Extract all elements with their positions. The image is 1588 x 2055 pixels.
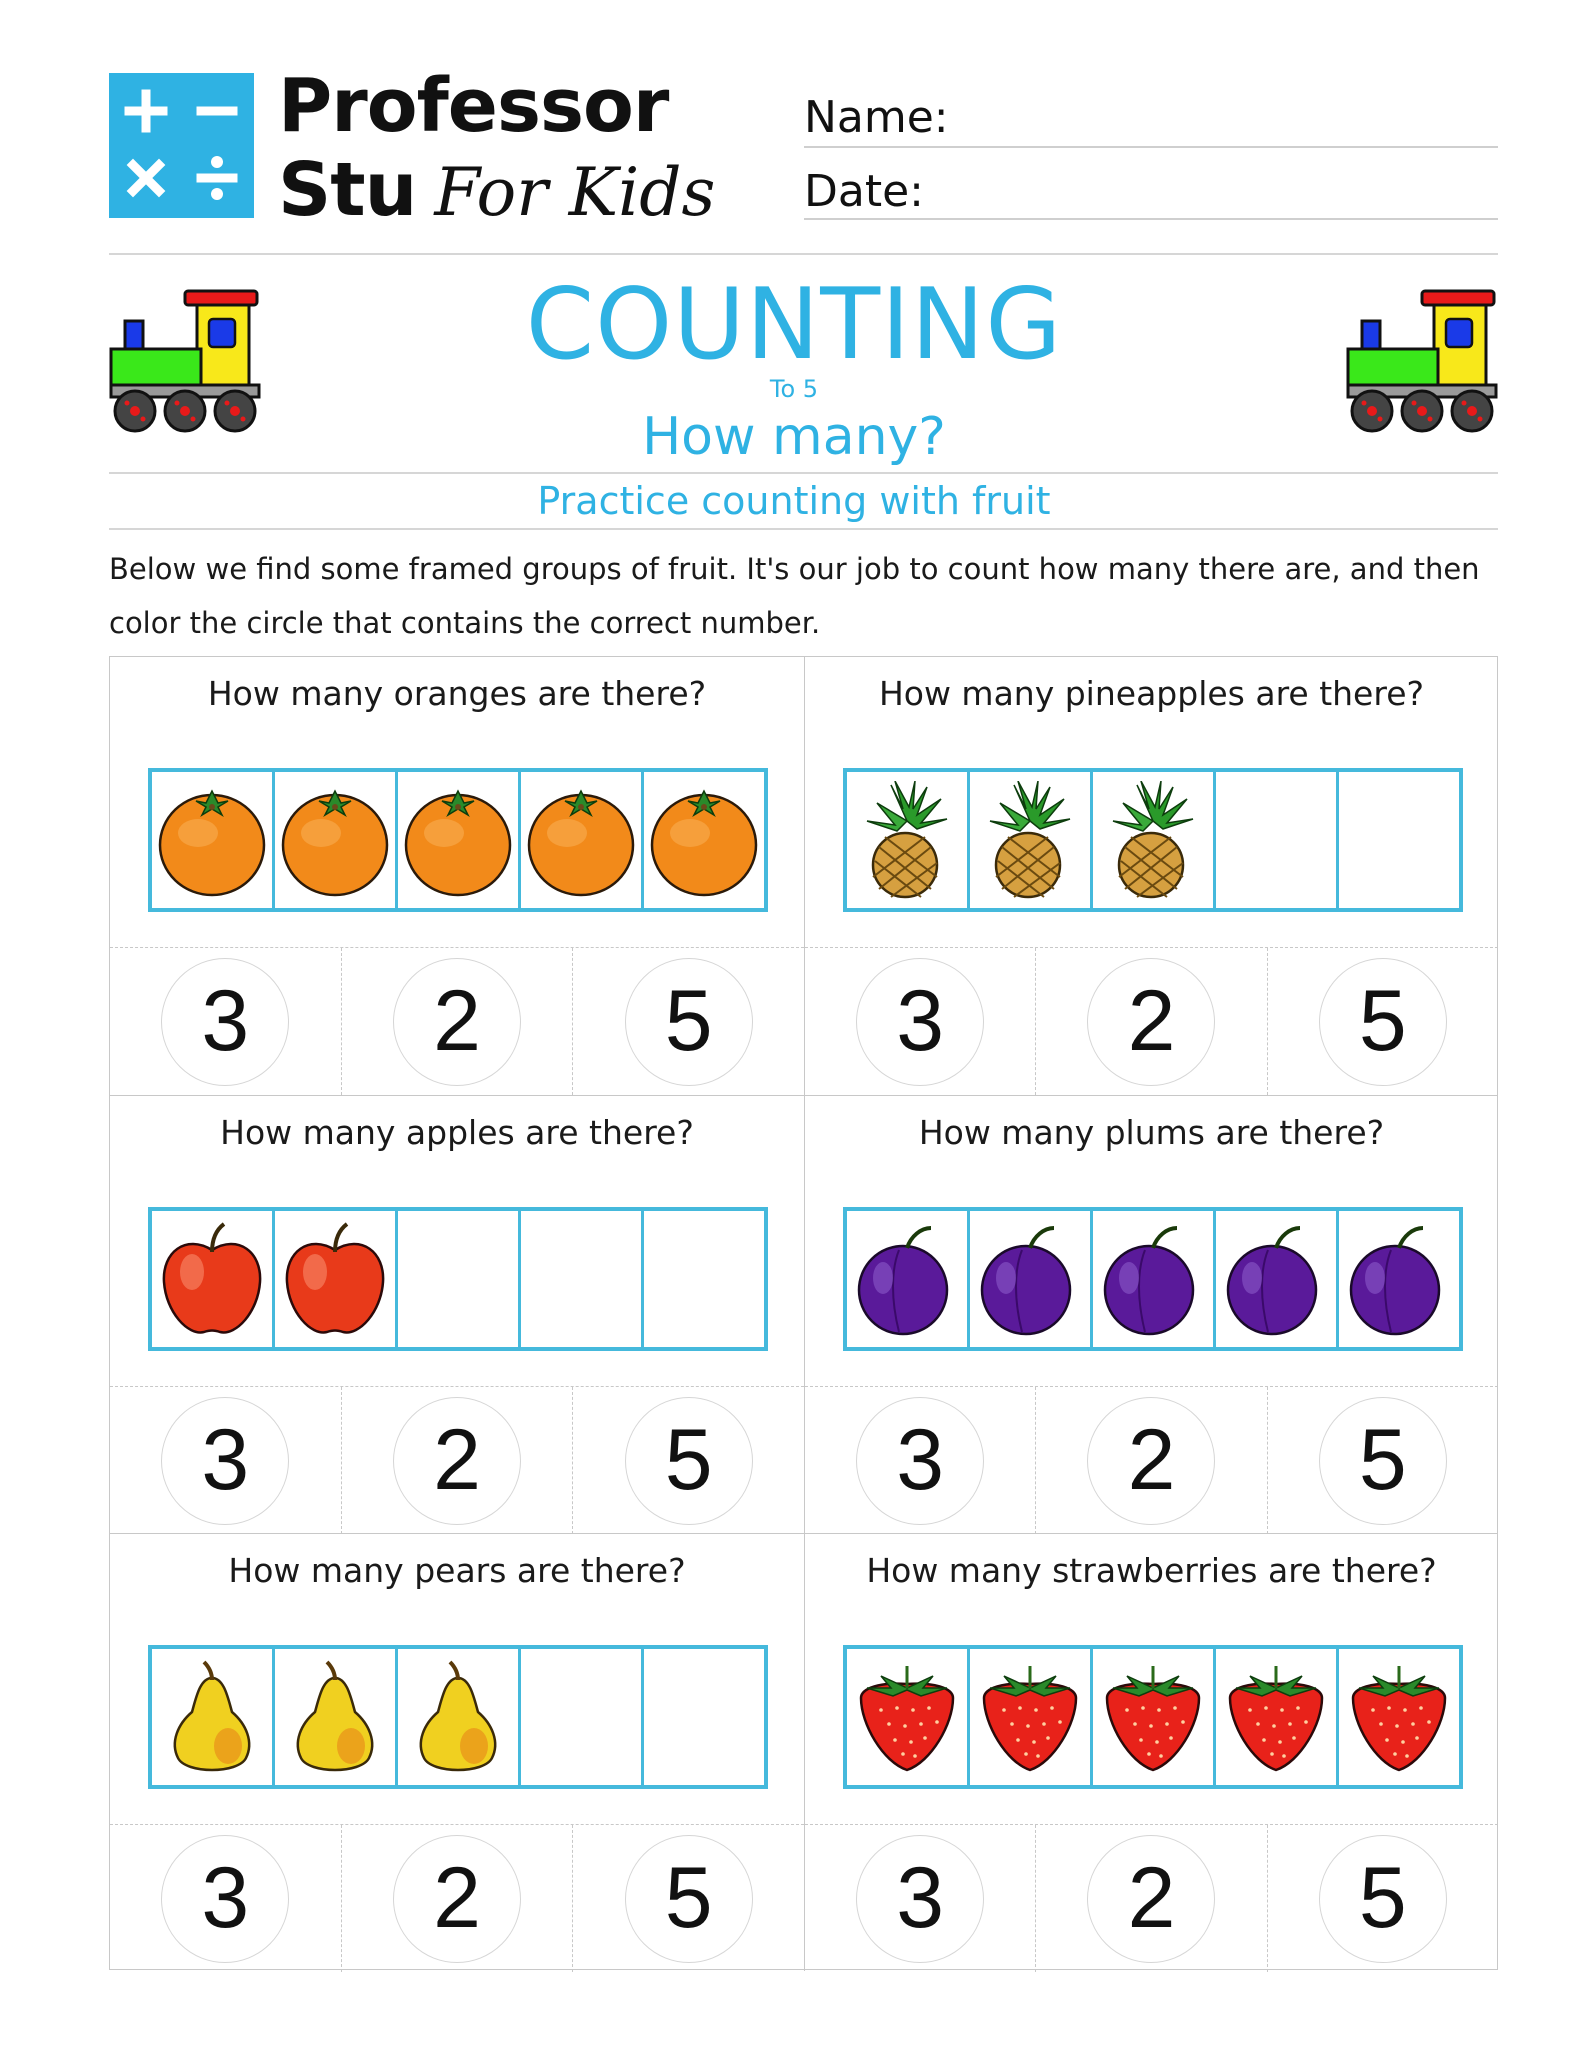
answer-circle[interactable]: 2 [393, 1835, 521, 1963]
frame-slot [398, 1649, 521, 1785]
frame-slot [152, 1649, 275, 1785]
ten-frame [148, 1645, 768, 1789]
frame-slot [521, 1211, 644, 1347]
name-label: Name: [804, 92, 949, 143]
frame-slot [275, 1649, 398, 1785]
answer-circle[interactable]: 5 [1319, 1835, 1447, 1963]
pineapple-icon [974, 781, 1086, 899]
frame-slot [970, 1649, 1093, 1785]
answer-circle[interactable]: 5 [625, 1397, 753, 1525]
answer-options [805, 1386, 1498, 1534]
strawberry-icon [1220, 1658, 1332, 1776]
frame-slot [521, 772, 644, 908]
answer-cell [1036, 1825, 1267, 1972]
apple-icon [156, 1220, 268, 1338]
answer-circle[interactable]: 3 [856, 1835, 984, 1963]
exercise-orange [110, 657, 804, 1095]
brand-line-2 [278, 148, 715, 235]
exercise-apple [110, 1095, 804, 1533]
plum-icon [1220, 1220, 1332, 1338]
answer-circle[interactable]: 2 [393, 958, 521, 1086]
orange-icon [525, 781, 637, 899]
page-title: COUNTING [525, 268, 1063, 382]
answer-cell [805, 1825, 1036, 1972]
answer-circle[interactable]: 5 [625, 958, 753, 1086]
orange-icon [402, 781, 514, 899]
plum-icon [974, 1220, 1086, 1338]
pineapple-icon [1097, 781, 1209, 899]
exercise-pear [110, 1533, 804, 1971]
header-divider [109, 253, 1498, 255]
frame-slot [1216, 1211, 1339, 1347]
frame-slot [521, 1649, 644, 1785]
pear-icon [156, 1658, 268, 1776]
exercise-question: How many plums are there? [918, 1113, 1385, 1152]
exercise-strawberry [804, 1533, 1498, 1971]
frame-slot [1339, 772, 1459, 908]
ten-frame [148, 768, 768, 912]
practice-heading: Practice counting with fruit [537, 479, 1051, 523]
answer-options [805, 947, 1498, 1095]
plum-icon [1343, 1220, 1455, 1338]
frame-slot [970, 1211, 1093, 1347]
brand-for-kids: For Kids [434, 154, 716, 231]
exercise-plum [804, 1095, 1498, 1533]
orange-icon [279, 781, 391, 899]
answer-cell [1268, 1387, 1498, 1534]
frame-slot [1339, 1649, 1459, 1785]
exercise-question: How many pears are there? [228, 1551, 686, 1590]
frame-slot [275, 772, 398, 908]
answer-cell [110, 948, 342, 1095]
answer-cell [110, 1825, 342, 1972]
frame-slot [1093, 772, 1216, 908]
brand-stu: Stu [278, 147, 417, 233]
answer-circle[interactable]: 2 [1087, 1835, 1215, 1963]
answer-cell [110, 1387, 342, 1534]
answer-options [110, 1824, 804, 1972]
ten-frame [843, 1645, 1463, 1789]
answer-options [805, 1824, 1498, 1972]
plum-icon [851, 1220, 963, 1338]
frame-slot [1339, 1211, 1459, 1347]
frame-slot [152, 772, 275, 908]
exercise-question: How many apples are there? [220, 1113, 694, 1152]
date-field[interactable] [804, 218, 1498, 220]
answer-circle[interactable]: 2 [1087, 958, 1215, 1086]
date-label: Date: [804, 166, 924, 217]
answer-options [110, 947, 804, 1095]
answer-circle[interactable]: 3 [856, 1397, 984, 1525]
orange-icon [648, 781, 760, 899]
pineapple-icon [851, 781, 963, 899]
page-question: How many? [642, 407, 946, 467]
ten-frame [843, 1207, 1463, 1351]
strawberry-icon [1343, 1658, 1455, 1776]
answer-circle[interactable]: 3 [856, 958, 984, 1086]
frame-slot [1216, 772, 1339, 908]
answer-cell [1036, 948, 1267, 1095]
apple-icon [279, 1220, 391, 1338]
brand-wordmark [278, 64, 715, 235]
answer-options [110, 1386, 804, 1534]
exercise-question: How many strawberries are there? [866, 1551, 1437, 1590]
strawberry-icon [974, 1658, 1086, 1776]
name-field[interactable] [804, 146, 1498, 148]
frame-slot [644, 1649, 764, 1785]
page-subtitle: To 5 [769, 375, 819, 403]
frame-slot [644, 1211, 764, 1347]
title-divider-bottom [109, 528, 1498, 530]
answer-circle[interactable]: 2 [393, 1397, 521, 1525]
frame-slot [398, 1211, 521, 1347]
frame-slot [275, 1211, 398, 1347]
strawberry-icon [851, 1658, 963, 1776]
ten-frame [148, 1207, 768, 1351]
orange-icon [156, 781, 268, 899]
brand-line-1: Professor [278, 63, 669, 149]
answer-circle[interactable]: 3 [161, 958, 289, 1086]
pear-icon [402, 1658, 514, 1776]
frame-slot [847, 1649, 970, 1785]
answer-circle[interactable]: 5 [1319, 1397, 1447, 1525]
exercise-question: How many pineapples are there? [878, 674, 1425, 713]
answer-cell [573, 1825, 804, 1972]
answer-cell [573, 1387, 804, 1534]
ten-frame [843, 768, 1463, 912]
answer-cell [805, 1387, 1036, 1534]
answer-cell [805, 948, 1036, 1095]
instructions: Below we find some framed groups of fruit. It's our job to count how many there are, and then color the circle that contains the correct number. [109, 552, 1480, 640]
answer-circle[interactable]: 3 [161, 1397, 289, 1525]
math-operators-icon [109, 73, 254, 218]
answer-cell [342, 948, 574, 1095]
answer-cell [342, 1387, 574, 1534]
answer-circle[interactable]: 5 [625, 1835, 753, 1963]
frame-slot [847, 772, 970, 908]
exercise-question: How many oranges are there? [207, 674, 707, 713]
frame-slot [152, 1211, 275, 1347]
frame-slot [1093, 1211, 1216, 1347]
exercise-pineapple [804, 657, 1498, 1095]
answer-cell [342, 1825, 574, 1972]
answer-cell [1036, 1387, 1267, 1534]
frame-slot [1093, 1649, 1216, 1785]
frame-slot [644, 772, 764, 908]
frame-slot [398, 772, 521, 908]
answer-circle[interactable]: 3 [161, 1835, 289, 1963]
exercise-grid [109, 656, 1498, 1970]
answer-circle[interactable]: 2 [1087, 1397, 1215, 1525]
answer-cell [573, 948, 804, 1095]
answer-cell [1268, 948, 1498, 1095]
pear-icon [279, 1658, 391, 1776]
strawberry-icon [1097, 1658, 1209, 1776]
frame-slot [847, 1211, 970, 1347]
plum-icon [1097, 1220, 1209, 1338]
frame-slot [970, 772, 1093, 908]
frame-slot [1216, 1649, 1339, 1785]
answer-cell [1268, 1825, 1498, 1972]
answer-circle[interactable]: 5 [1319, 958, 1447, 1086]
